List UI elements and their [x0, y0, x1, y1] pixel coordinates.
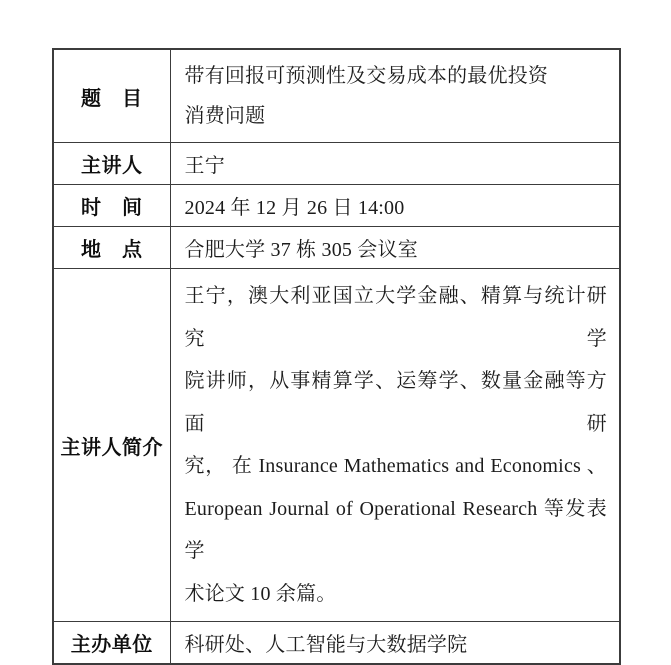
table-row-title	[53, 49, 620, 143]
bio-line-4: European Journal of Operational Research 等发表学	[184, 497, 607, 562]
table-row-time	[53, 185, 620, 227]
table-row-bio	[53, 269, 620, 622]
value-venue	[170, 227, 620, 269]
host-text: 科研处、人工智能与大数据学院	[184, 634, 468, 656]
table-row-speaker	[53, 143, 620, 185]
label-bio: 主讲人简介	[53, 269, 170, 622]
value-time	[170, 185, 620, 227]
bio-line-3: 究， 在 Insurance Mathematics and Economics 、	[184, 455, 607, 477]
label-time: 时 间	[53, 185, 170, 227]
value-title	[170, 49, 620, 143]
time-text: 2024 年 12 月 26 日 14:00	[184, 197, 405, 219]
bio-line-5: 术论文 10 余篇。	[184, 582, 337, 605]
seminar-info-table	[52, 48, 621, 665]
venue-text: 合肥大学 37 栋 305 会议室	[184, 239, 418, 261]
speaker-name: 王宁	[184, 155, 225, 177]
label-speaker: 主讲人	[53, 143, 170, 185]
title-line-2: 消费问题	[184, 105, 266, 127]
label-venue: 地 点	[53, 227, 170, 269]
table-row-host	[53, 622, 620, 665]
value-bio	[170, 269, 620, 622]
bio-line-2: 院讲师，从事精算学、运筹学、数量金融等方面研	[184, 370, 607, 435]
label-host: 主办单位	[53, 622, 170, 665]
label-title: 题 目	[53, 49, 170, 143]
value-speaker	[170, 143, 620, 185]
value-host	[170, 622, 620, 665]
bio-line-1: 王宁，澳大利亚国立大学金融、精算与统计研究学	[184, 285, 607, 350]
table-row-venue	[53, 227, 620, 269]
title-line-1: 带有回报可预测性及交易成本的最优投资	[184, 65, 549, 87]
